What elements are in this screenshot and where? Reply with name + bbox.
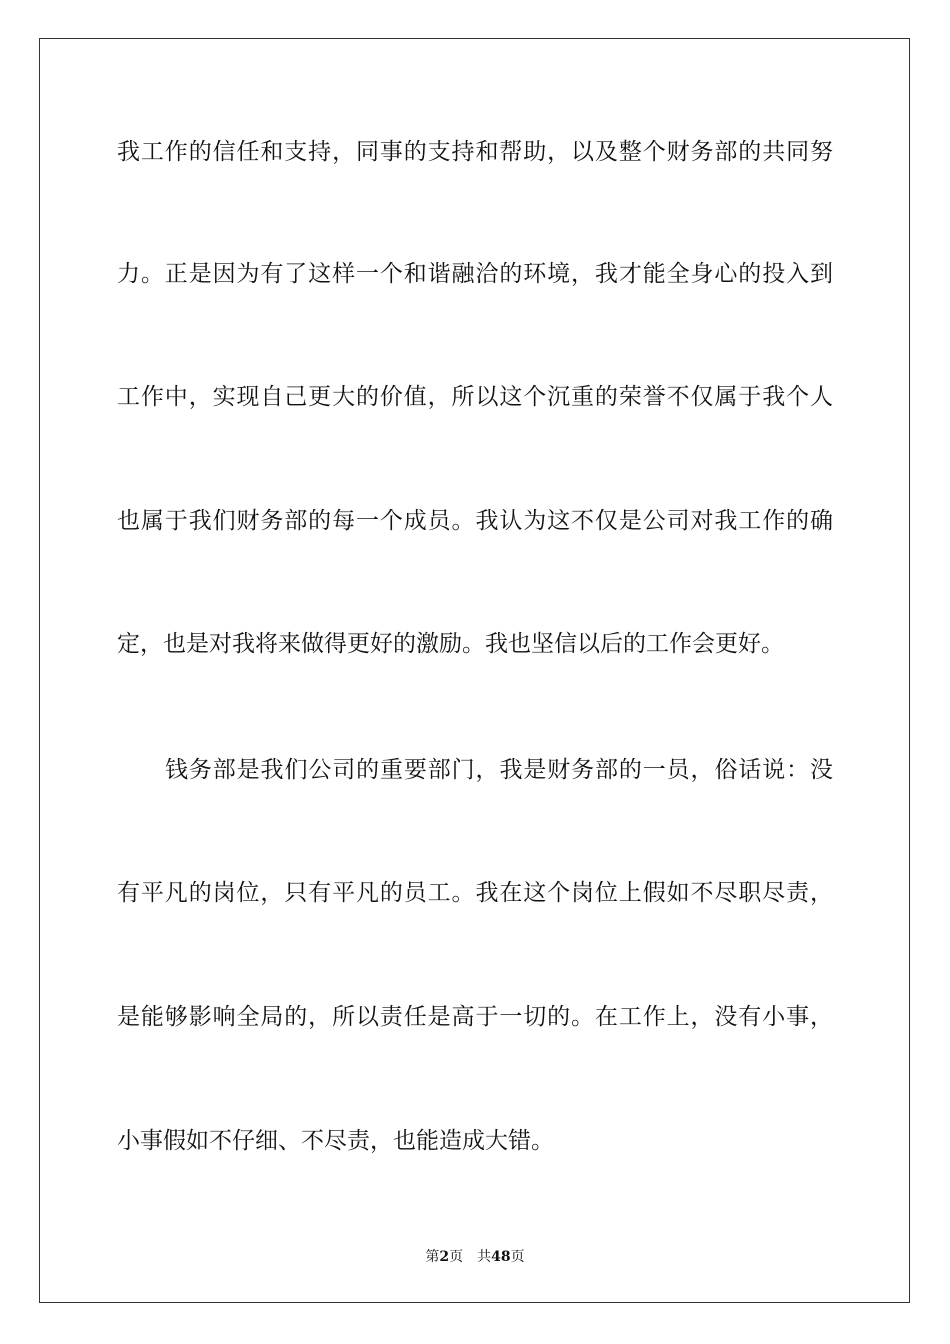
page-prefix: 第 xyxy=(425,1249,440,1265)
page-number: 2 xyxy=(439,1249,450,1265)
total-pages: 48 xyxy=(491,1249,511,1265)
total-suffix: 页 xyxy=(510,1249,525,1265)
paragraph-line: 钱务部是我们公司的重要部门，我是财务部的一员，俗话说：没 xyxy=(165,757,833,783)
page-suffix: 页 xyxy=(449,1249,464,1265)
paragraph-line: 力。正是因为有了这样一个和谐融洽的环境，我才能全身心的投入到 xyxy=(117,261,833,287)
total-prefix: 共 xyxy=(477,1249,492,1265)
paragraph-line: 我工作的信任和支持，同事的支持和帮助，以及整个财务部的共同努 xyxy=(117,139,833,165)
paragraph-line: 是能够影响全局的，所以责任是高于一切的。在工作上，没有小事， xyxy=(117,1004,833,1030)
paragraph-line: 有平凡的岗位，只有平凡的员工。我在这个岗位上假如不尽职尽责， xyxy=(117,880,833,906)
paragraph-line: 工作中，实现自己更大的价值，所以这个沉重的荣誉不仅属于我个人 xyxy=(117,384,833,410)
page-footer xyxy=(0,1248,950,1266)
paragraph-line: 也属于我们财务部的每一个成员。我认为这不仅是公司对我工作的确 xyxy=(117,508,833,534)
paragraph-line: 小事假如不仔细、不尽责，也能造成大错。 xyxy=(117,1128,554,1154)
page-border xyxy=(39,38,910,1303)
paragraph-line: 定，也是对我将来做得更好的激励。我也坚信以后的工作会更好。 xyxy=(117,631,784,657)
